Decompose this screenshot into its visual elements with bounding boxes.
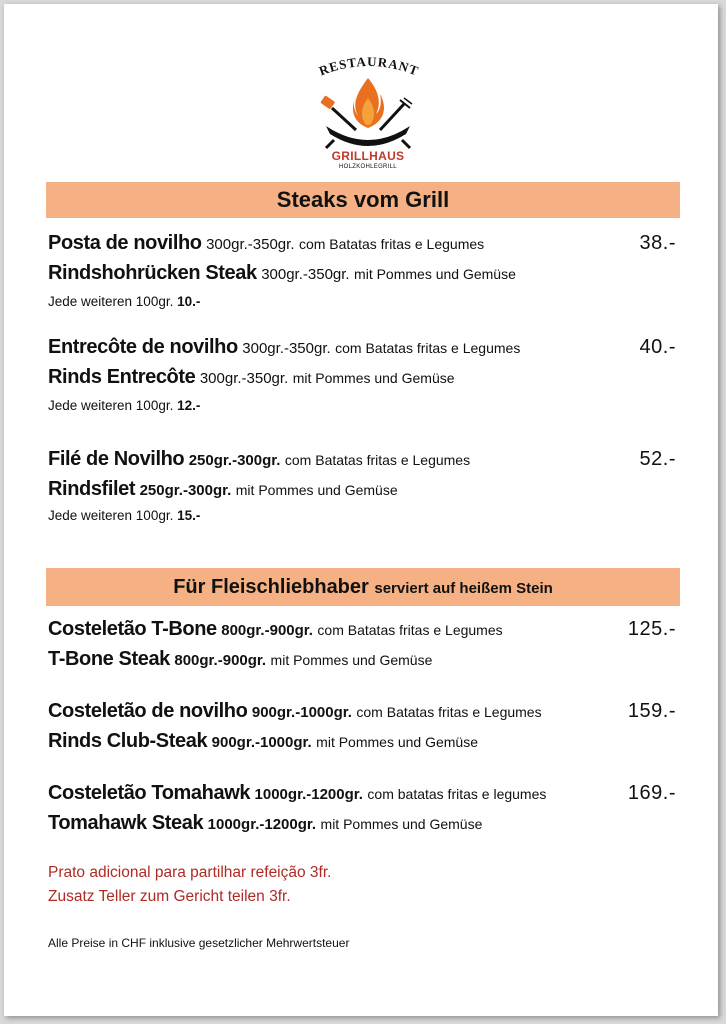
section-title-steaks: [46, 182, 680, 218]
item-desc-pt: com Batatas fritas e Legumes: [317, 622, 503, 638]
item-price: 40.-: [639, 336, 676, 358]
item-desc-pt: com Batatas fritas e Legumes: [356, 704, 542, 720]
item-line-de: [48, 478, 398, 501]
item-weight-pt: 1000gr.-1200gr.: [254, 786, 363, 803]
item-extra: [48, 508, 200, 523]
item-name-de: Rindshohrücken Steak: [48, 262, 257, 284]
item-desc-pt: com batatas fritas e legumes: [367, 786, 547, 802]
item-name-de: Rindsfilet: [48, 478, 136, 500]
item-desc-de: mit Pommes und Gemüse: [354, 266, 516, 282]
item-extra-label: Jede weiteren 100gr.: [48, 508, 174, 523]
restaurant-logo: [296, 54, 440, 182]
item-desc-de: mit Pommes und Gemüse: [320, 816, 483, 832]
item-name-pt: Posta de novilho: [48, 232, 202, 254]
item-weight-de: 300gr.-350gr.: [199, 370, 289, 387]
logo-top-text: RESTAURANT: [316, 54, 422, 79]
item-name-de: Rinds Club-Steak: [48, 730, 208, 752]
item-name-pt: Costeletão de novilho: [48, 700, 248, 722]
section-title-suffix: serviert auf heißem Stein: [374, 580, 553, 597]
item-name-pt: Costeletão Tomahawk: [48, 782, 251, 804]
item-weight-de: 800gr.-900gr.: [174, 652, 267, 669]
item-desc-pt: com Batatas fritas e Legumes: [284, 452, 471, 468]
item-price: 125.-: [627, 618, 676, 640]
item-extra: [48, 294, 200, 309]
item-weight-pt: 800gr.-900gr.: [221, 622, 313, 639]
item-weight-pt: 300gr.-350gr.: [206, 236, 295, 253]
item-line-de: [48, 648, 432, 671]
item-weight-pt: 900gr.-1000gr.: [251, 704, 352, 721]
item-line-pt: [48, 618, 503, 641]
item-price: 169.-: [627, 782, 676, 804]
item-extra-price: 10.-: [177, 294, 201, 309]
item-line-pt: [48, 782, 546, 805]
item-line-pt: [48, 700, 542, 723]
item-line-pt: [48, 232, 484, 255]
item-line-de: [48, 262, 516, 285]
note-pt: Prato adicional para partilhar refeição 3fr.: [48, 864, 332, 881]
item-desc-de: mit Pommes und Gemüse: [235, 482, 398, 498]
item-name-pt: Costeletão T-Bone: [48, 618, 217, 640]
item-name-pt: Filé de Novilho: [48, 448, 185, 470]
item-extra-label: Jede weiteren 100gr.: [48, 398, 174, 413]
item-line-pt: [48, 336, 520, 359]
item-line-de: [48, 812, 482, 835]
item-weight-pt: 300gr.-350gr.: [242, 340, 331, 357]
section-title-text: Steaks vom Grill: [276, 187, 450, 212]
item-weight-de: 250gr.-300gr.: [139, 482, 232, 499]
item-extra: [48, 398, 200, 413]
item-name-de: Tomahawk Steak: [48, 812, 204, 834]
logo-name: GRILLHAUS: [331, 149, 405, 163]
item-desc-de: mit Pommes und Gemüse: [316, 734, 479, 750]
menu-page: [4, 4, 718, 1016]
price-footnote: Alle Preise in CHF inklusive gesetzlicher Mehrwertsteuer: [48, 936, 350, 950]
item-price: 52.-: [639, 448, 676, 470]
item-extra-price: 12.-: [177, 398, 201, 413]
item-name-pt: Entrecôte de novilho: [48, 336, 238, 358]
grill-flame-icon: [296, 54, 440, 150]
item-price: 38.-: [639, 232, 676, 254]
item-weight-de: 300gr.-350gr.: [261, 266, 350, 283]
section-title-text: Für Fleischliebhaber: [173, 576, 369, 598]
item-extra-price: 15.-: [177, 508, 201, 523]
note-de: Zusatz Teller zum Gericht teilen 3fr.: [48, 888, 291, 905]
section-title-fleischliebhaber: [46, 568, 680, 606]
item-line-de: [48, 730, 478, 753]
item-name-de: Rinds Entrecôte: [48, 366, 196, 388]
item-desc-de: mit Pommes und Gemüse: [292, 370, 455, 386]
item-weight-de: 1000gr.-1200gr.: [207, 816, 317, 833]
item-desc-pt: com Batatas fritas e Legumes: [298, 236, 485, 252]
item-weight-de: 900gr.-1000gr.: [211, 734, 312, 751]
item-desc-de: mit Pommes und Gemüse: [270, 652, 433, 668]
logo-subtitle: HOLZKOHLEGRILL: [339, 164, 397, 170]
item-extra-label: Jede weiteren 100gr.: [48, 294, 174, 309]
item-desc-pt: com Batatas fritas e Legumes: [335, 340, 521, 356]
item-line-de: [48, 366, 455, 389]
item-line-pt: [48, 448, 470, 471]
item-name-de: T-Bone Steak: [48, 648, 170, 670]
item-weight-pt: 250gr.-300gr.: [188, 452, 281, 469]
item-price: 159.-: [627, 700, 676, 722]
